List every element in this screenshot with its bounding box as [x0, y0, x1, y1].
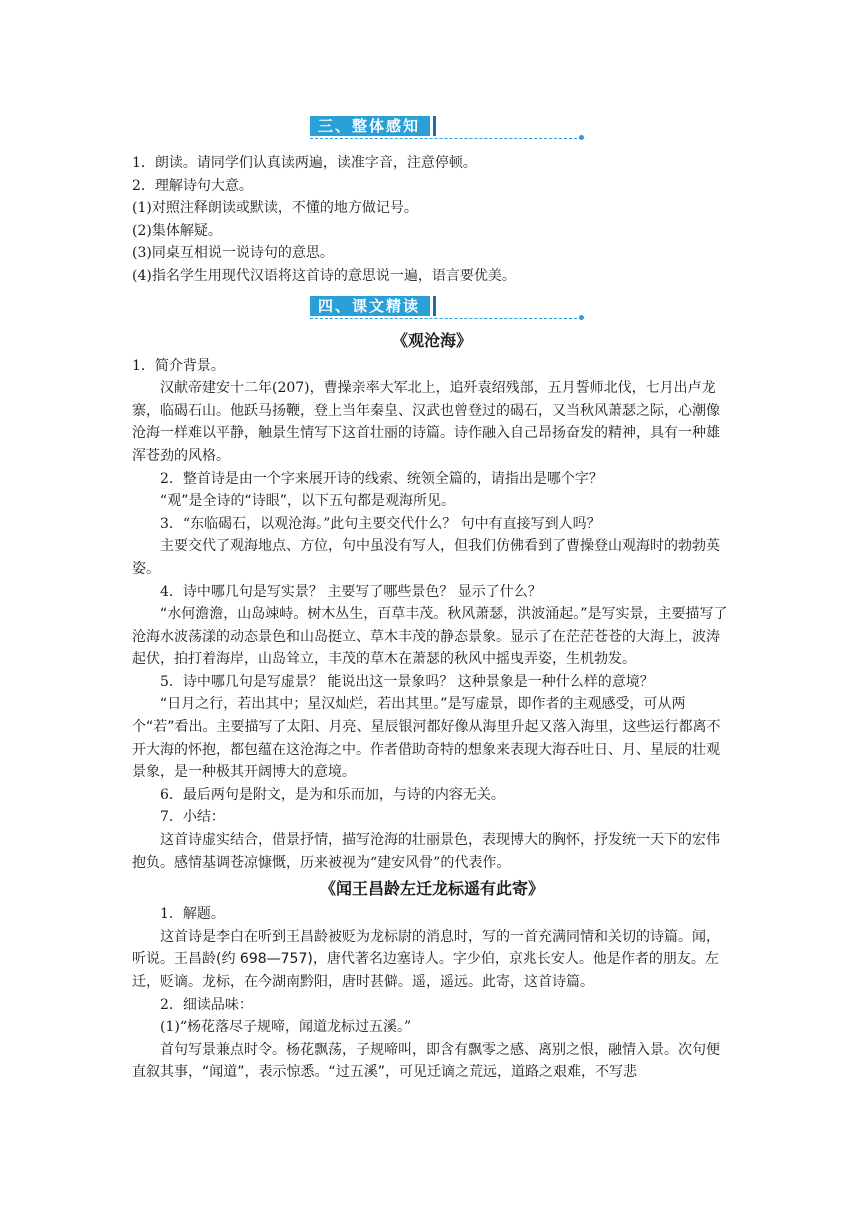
answer: 这首诗是李白在听到王昌龄被贬为龙标尉的消息时，写的一首充满同情和关切的诗篇。闻，听说。王昌龄(约 698—757)，唐代著名边塞诗人。字少伯，京兆长安人。他是作者的朋友。左迁，贬谪。龙标，在今湖南黔阳，唐时甚僻。遥，遥远。此寄，这首诗篇。 — [132, 928, 720, 990]
section-header-3 — [132, 116, 732, 138]
answer: “日月之行，若出其中；星汉灿烂，若出其里。”是写虚景，即作者的主观感受，可从两个“若”看出。主要描写了太阳、月亮、星辰银河都好像从海里升起又落入海里，这些运行都离不开大海的怀抱，都包蕴在这沧海之中。作者借助奇特的想象来表现大海吞吐日、月、星辰的壮观景象，是一种极其开阔博大的意境。 — [132, 696, 721, 781]
paragraph: 1．朗读。请同学们认真读两遍，读准字音，注意停顿。 — [132, 155, 477, 171]
section-title: 四、课文精读 — [310, 296, 433, 316]
divider — [310, 138, 582, 139]
paragraph: (2)集体解疑。 — [132, 222, 222, 239]
divider-dot — [579, 315, 584, 320]
question: 4．诗中哪几句是写实景？ 主要写了哪些景色？ 显示了什么？ — [160, 583, 542, 600]
answer: “水何澹澹，山岛竦峙。树木丛生，百草丰茂。秋风萧瑟，洪波涌起。”是写实景，主要描写了沧海水波荡漾的动态景色和山岛挺立、草木丰茂的静态景象。显示了在茫茫苍苍的大海上，波涛起伏，拍打着海岸，山岛耸立，丰茂的草木在萧瑟的秋风中摇曳弄姿，生机勃发。 — [132, 606, 728, 668]
question: 1．简介背景。 — [132, 357, 225, 374]
paragraph: (3)同桌互相说一说诗句的意思。 — [132, 245, 334, 262]
question: 5．诗中哪几句是写虚景？ 能说出这一景象吗？ 这种景象是一种什么样的意境？ — [160, 673, 654, 690]
paragraph: 2．理解诗句大意。 — [132, 177, 253, 194]
question: (1)“杨花落尽子规啼，闻道龙标过五溪。” — [160, 1019, 412, 1036]
divider-dot — [579, 135, 584, 140]
paragraph: (4)指名学生用现代汉语将这首诗的意思说一遍，语言要优美。 — [132, 267, 516, 284]
section-title: 三、整体感知 — [310, 116, 433, 136]
poem-title: 《闻王昌龄左迁龙标遥有此寄》 — [319, 879, 544, 899]
poem-title: 《观沧海》 — [391, 330, 472, 350]
section-header-4 — [132, 296, 732, 318]
paragraph: (1)对照注释朗读或默读，不懂的地方做记号。 — [132, 200, 418, 217]
question: 3．“东临碣石，以观沧海。”此句主要交代什么？ 句中有直接写到人吗？ — [160, 515, 601, 532]
answer: 汉献帝建安十二年(207)，曹操亲率大军北上，追歼袁绍残部，五月誓师北伐，七月出卢龙寨，临碣石山。他跃马扬鞭，登上当年秦皇、汉武也曾登过的碣石，又当秋风萧瑟之际，心潮像沧海一样难以平静，触景生情写下这首壮丽的诗篇。诗作融入自己昂扬奋发的精神，具有一种雄浑苍劲的风格。 — [132, 380, 720, 464]
answer: 主要交代了观海地点、方位，句中虽没有写人，但我们仿佛看到了曹操登山观海时的勃勃英姿。 — [132, 538, 720, 577]
answer: 这首诗虚实结合，借景抒情，描写沧海的壮丽景色，表现博大的胸怀，抒发统一天下的宏伟抱负。感情基调苍凉慷慨，历来被视为“建安风骨”的代表作。 — [132, 832, 720, 871]
question: 6．最后两句是附文，是为和乐而加，与诗的内容无关。 — [160, 786, 505, 803]
answer: 首句写景兼点时令。杨花飘荡，子规啼叫，即含有飘零之感、离别之恨，融情入景。次句便直叙其事，“闻道”，表示惊悉。“过五溪”，可见迁谪之荒远，道路之艰难，不写悲 — [132, 1041, 720, 1081]
divider — [310, 318, 582, 319]
question: 7．小结： — [160, 809, 225, 826]
question: 2．细读品味： — [160, 996, 253, 1013]
document-page — [132, 110, 732, 1084]
answer: “观”是全诗的“诗眼”，以下五句都是观海所见。 — [160, 493, 456, 510]
question: 2．整首诗是由一个字来展开诗的线索、统领全篇的，请指出是哪个字？ — [160, 470, 603, 487]
question: 1．解题。 — [160, 906, 225, 923]
